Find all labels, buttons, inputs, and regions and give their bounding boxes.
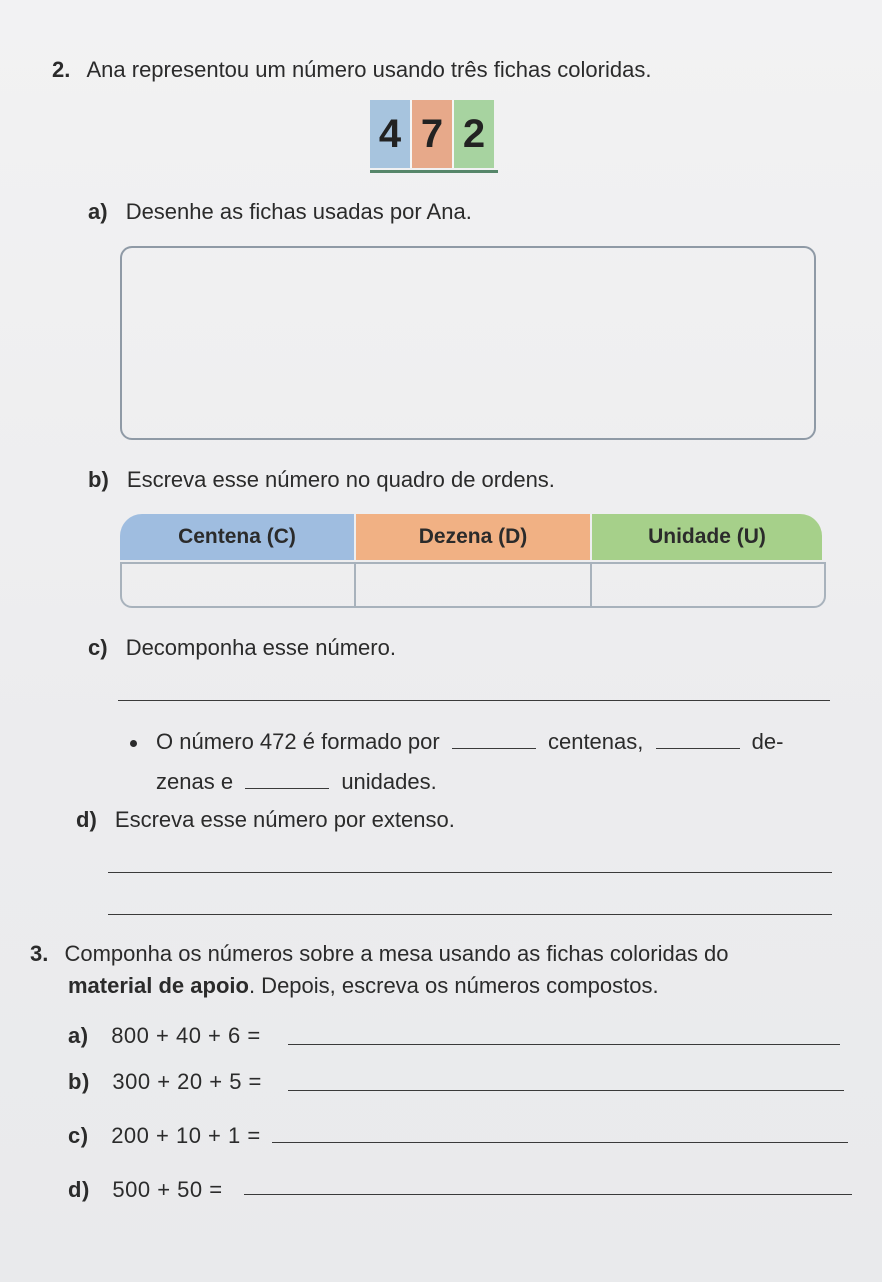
item-expression: 300 + 20 + 5 = xyxy=(112,1069,262,1094)
order-cell-hundreds[interactable] xyxy=(120,562,356,608)
item-expression: 800 + 40 + 6 = xyxy=(111,1023,261,1048)
item-3b xyxy=(68,1068,262,1096)
item-text: Escreva esse número por extenso. xyxy=(114,807,455,832)
item-label: b) xyxy=(68,1069,90,1094)
item-text: Decomponha esse número. xyxy=(125,635,396,660)
item-label: d) xyxy=(76,807,97,832)
order-cell-units[interactable] xyxy=(590,562,826,608)
order-header-units: Unidade (U) xyxy=(592,514,822,560)
item-text: Desenhe as fichas usadas por Ana. xyxy=(125,199,472,224)
item-3c xyxy=(68,1122,261,1150)
item-label: a) xyxy=(68,1023,89,1048)
answer-line[interactable] xyxy=(118,700,830,701)
answer-line[interactable] xyxy=(108,914,832,915)
blank-hundreds[interactable] xyxy=(452,730,536,749)
card-tens: 7 xyxy=(412,100,454,168)
sentence-text: centenas, xyxy=(547,729,644,754)
question-statement: . Depois, escreva os números compostos. xyxy=(248,973,659,998)
decomposition-sentence-cont xyxy=(156,768,437,796)
sentence-text: unidades. xyxy=(341,769,437,794)
card-hundreds: 4 xyxy=(370,100,412,168)
sentence-text: zenas e xyxy=(156,769,234,794)
item-2d xyxy=(76,806,455,834)
item-2b xyxy=(88,466,555,494)
item-label: c) xyxy=(68,1123,89,1148)
card-units: 2 xyxy=(454,100,494,168)
cards-baseline xyxy=(370,170,498,173)
question-3-cont xyxy=(68,972,659,1000)
question-statement: Componha os números sobre a mesa usando as fichas coloridas do xyxy=(64,941,729,966)
item-2c xyxy=(88,634,396,662)
item-label: a) xyxy=(88,199,108,224)
drawing-area[interactable] xyxy=(120,246,816,440)
item-expression: 500 + 50 = xyxy=(112,1177,223,1202)
sentence-text: de- xyxy=(751,729,784,754)
item-expression: 200 + 10 + 1 = xyxy=(111,1123,261,1148)
decomposition-sentence xyxy=(156,728,783,756)
question-statement: Ana representou um número usando três fichas coloridas. xyxy=(86,57,652,82)
item-label: b) xyxy=(88,467,109,492)
order-cell-tens[interactable] xyxy=(354,562,592,608)
item-label: c) xyxy=(88,635,108,660)
blank-units[interactable] xyxy=(245,770,329,789)
question-number: 2. xyxy=(52,57,71,82)
statement-bold: material de apoio xyxy=(68,973,249,998)
item-3d xyxy=(68,1176,223,1204)
question-3 xyxy=(30,940,729,968)
order-header-hundreds: Centena (C) xyxy=(120,514,354,560)
item-label: d) xyxy=(68,1177,90,1202)
question-number: 3. xyxy=(30,941,49,966)
answer-line[interactable] xyxy=(272,1142,848,1143)
item-text: Escreva esse número no quadro de ordens. xyxy=(126,467,555,492)
answer-line[interactable] xyxy=(288,1044,840,1045)
number-cards xyxy=(370,100,498,172)
blank-tens[interactable] xyxy=(656,730,740,749)
bullet xyxy=(130,740,137,747)
item-3a xyxy=(68,1022,261,1050)
item-2a xyxy=(88,198,472,226)
answer-line[interactable] xyxy=(288,1090,844,1091)
answer-line[interactable] xyxy=(108,872,832,873)
order-header-tens: Dezena (D) xyxy=(356,514,590,560)
sentence-text: O número 472 é formado por xyxy=(156,729,440,754)
question-2 xyxy=(52,56,651,84)
answer-line[interactable] xyxy=(244,1194,852,1195)
